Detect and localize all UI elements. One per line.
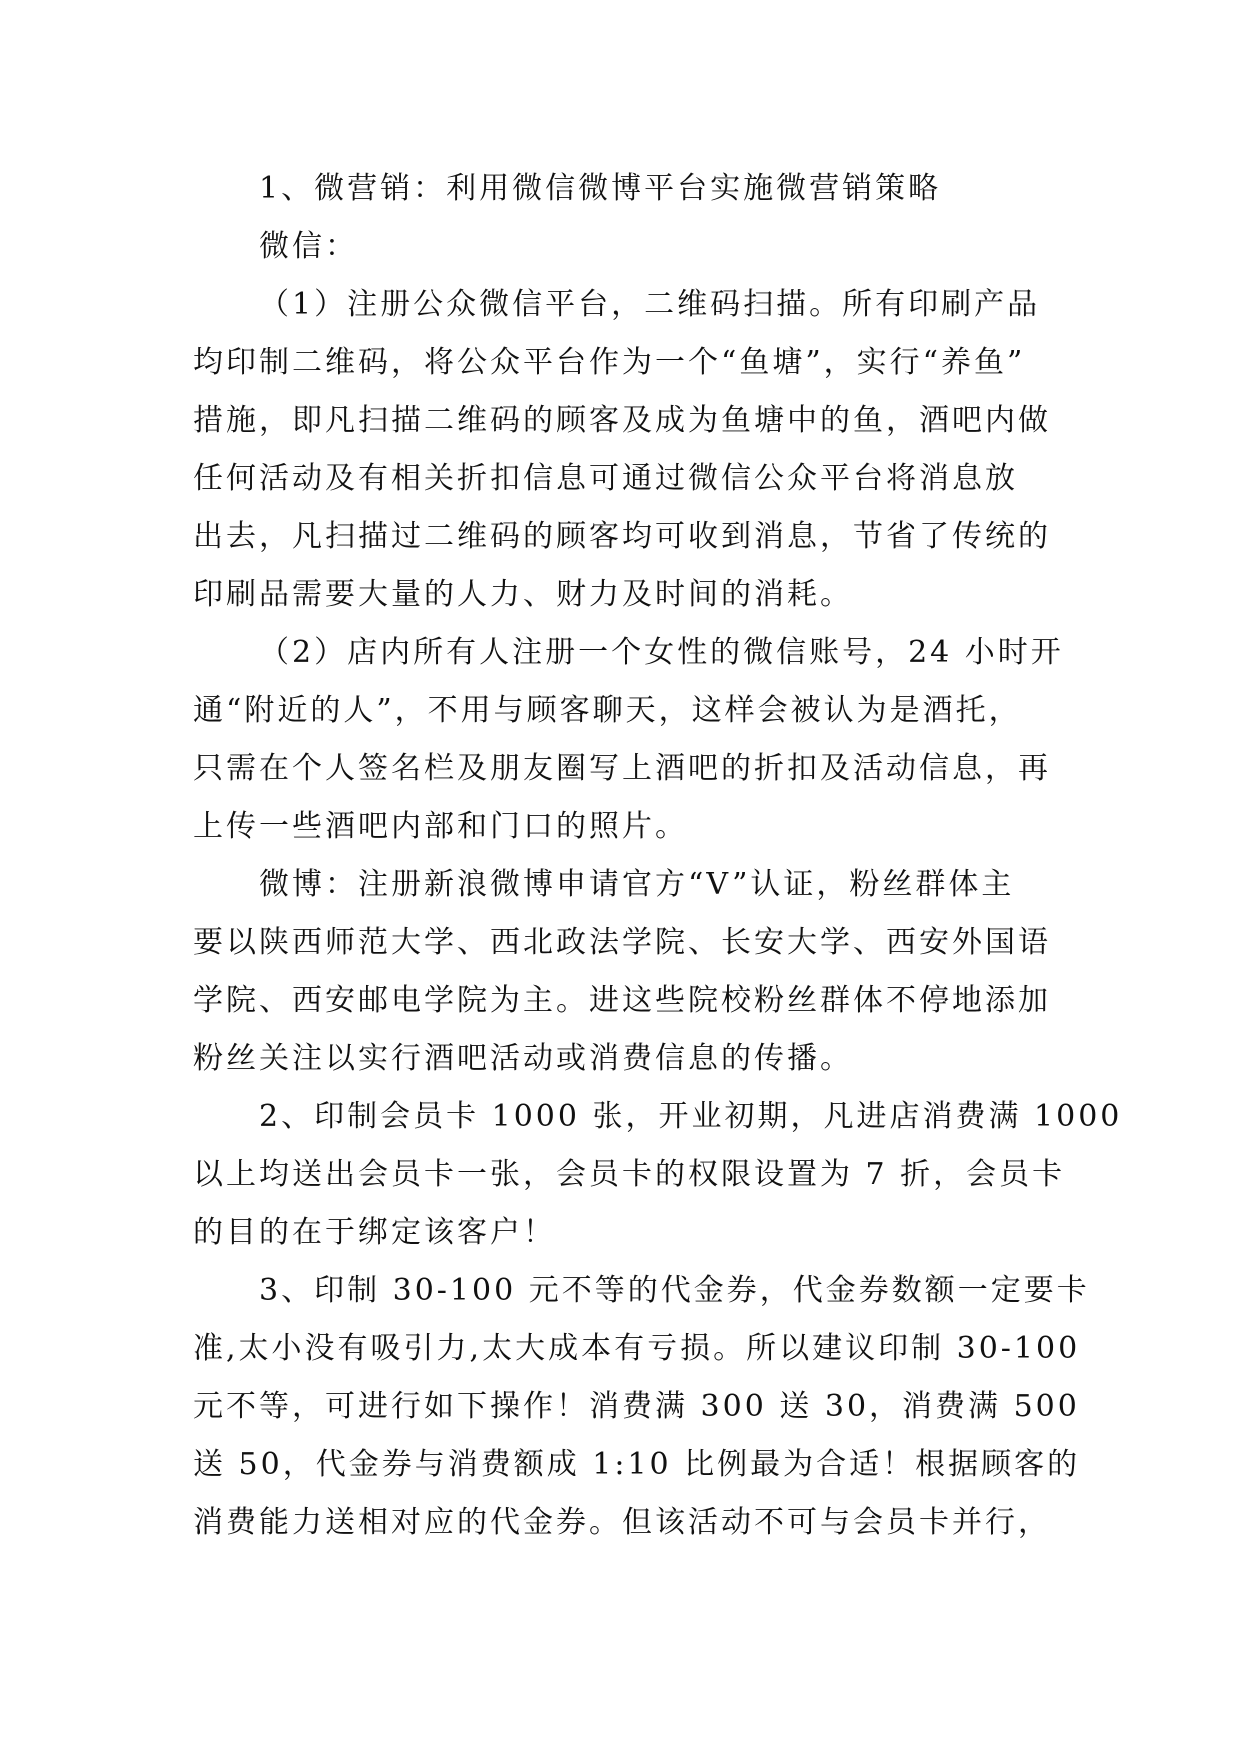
text-line: 要以陕西师范大学、西北政法学院、长安大学、西安外国语 bbox=[193, 925, 1051, 960]
text-line: 送 50，代金券与消费额成 1:10 比例最为合适！根据顾客的 bbox=[193, 1447, 1081, 1482]
text-line: 1、微营销：利用微信微博平台实施微营销策略 bbox=[259, 171, 942, 206]
text-line: 均印制二维码，将公众平台作为一个“鱼塘”，实行“养鱼” bbox=[193, 345, 1026, 380]
paragraph-heading-micro-marketing bbox=[193, 160, 1057, 218]
text-line: 任何活动及有相关折扣信息可通过微信公众平台将消息放 bbox=[193, 461, 1018, 496]
text-line: 措施，即凡扫描二维码的顾客及成为鱼塘中的鱼，酒吧内做 bbox=[193, 403, 1051, 438]
text-line: 通“附近的人”，不用与顾客聊天，这样会被认为是酒托， bbox=[193, 693, 1022, 728]
paragraph-wechat-label bbox=[193, 218, 1057, 276]
text-line: 学院、西安邮电学院为主。进这些院校粉丝群体不停地添加 bbox=[193, 983, 1051, 1018]
text-line: 印刷品需要大量的人力、财力及时间的消耗。 bbox=[193, 577, 853, 612]
text-line: 消费能力送相对应的代金券。但该活动不可与会员卡并行， bbox=[193, 1505, 1051, 1540]
text-line: （1）注册公众微信平台，二维码扫描。所有印刷产品 bbox=[259, 287, 1041, 322]
paragraph-wechat-point-2 bbox=[193, 624, 1064, 856]
text-line: 微信： bbox=[259, 229, 358, 264]
paragraph-vouchers bbox=[193, 1262, 1090, 1552]
text-line: 2、印制会员卡 1000 张，开业初期，凡进店消费满 1000 bbox=[259, 1099, 1123, 1134]
text-line: 的目的在于绑定该客户！ bbox=[193, 1215, 556, 1250]
text-line: 微博：注册新浪微博申请官方“V”认证，粉丝群体主 bbox=[259, 867, 1015, 902]
text-line: 出去，凡扫描过二维码的顾客均可收到消息，节省了传统的 bbox=[193, 519, 1051, 554]
paragraph-weibo bbox=[193, 856, 1057, 1088]
text-line: 以上均送出会员卡一张，会员卡的权限设置为 7 折，会员卡 bbox=[193, 1157, 1066, 1192]
text-line: 只需在个人签名栏及朋友圈写上酒吧的折扣及活动信息，再 bbox=[193, 751, 1051, 786]
document-body bbox=[193, 160, 1123, 1552]
text-line: （2）店内所有人注册一个女性的微信账号，24 小时开 bbox=[259, 635, 1064, 670]
text-line: 元不等，可进行如下操作！消费满 300 送 30，消费满 500 bbox=[193, 1389, 1080, 1424]
text-line: 粉丝关注以实行酒吧活动或消费信息的传播。 bbox=[193, 1041, 853, 1076]
paragraph-membership-card bbox=[193, 1088, 1123, 1262]
text-line: 上传一些酒吧内部和门口的照片。 bbox=[193, 809, 688, 844]
paragraph-wechat-point-1 bbox=[193, 276, 1057, 624]
text-line: 3、印制 30-100 元不等的代金券，代金券数额一定要卡 bbox=[259, 1273, 1090, 1308]
text-line: 准,太小没有吸引力,太大成本有亏损。所以建议印制 30-100 bbox=[193, 1331, 1081, 1366]
